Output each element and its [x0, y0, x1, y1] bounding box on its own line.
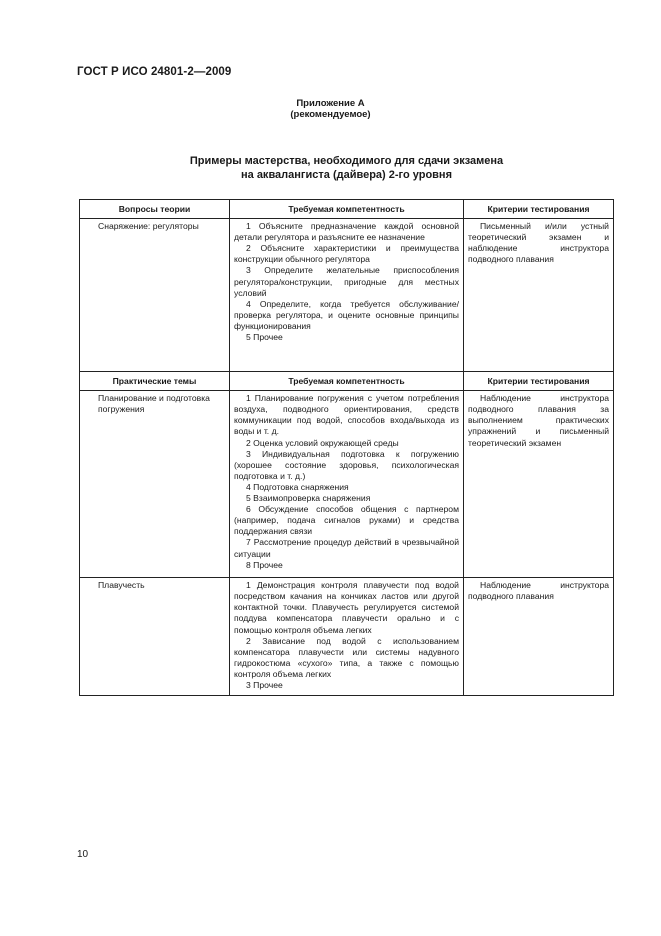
criteria-cell: [464, 391, 614, 578]
column-header: Критерии тестирования: [464, 200, 614, 219]
table-row: [80, 391, 614, 578]
competence-item: 7 Рассмотрение процедур действий в чрезвычайной ситуации: [234, 537, 459, 559]
topic-text: Планирование и подготовка погружения: [98, 393, 210, 415]
table-row: [80, 219, 614, 372]
criteria-text: Наблюдение инструктора подводного плавания за выполнением практических упражнений и письменный теоретический экзамен: [468, 393, 609, 448]
topic-text: Снаряжение: регуляторы: [98, 221, 199, 232]
competence-item: 1 Планирование погружения с учетом потребления воздуха, подводного ориентирования, средств коммуникации под водой, способов входа/выхода из воды и т. д.: [234, 393, 459, 437]
competence-item: 3 Индивидуальная подготовка к погружению (хорошее состояние здоровья, психологическая подготовка и т. д.): [234, 448, 459, 481]
competence-item: 2 Объясните характеристики и преимущества конструкции обычного регулятора: [234, 243, 459, 265]
page-number: 10: [77, 849, 89, 860]
topic-cell: [80, 578, 230, 696]
column-header: Вопросы теории: [80, 200, 230, 219]
competence-item: 2 Зависание под водой с использованием компенсатора плавучести или системы надувного гидрокостюма «сухого» типа, а также с помощью контроля объема легких: [234, 635, 459, 679]
competence-item: 5 Взаимопроверка снаряжения: [246, 493, 371, 504]
table-header-row: [80, 200, 614, 219]
competence-item: 4 Подготовка снаряжения: [246, 481, 349, 492]
topic-text: Плавучесть: [98, 580, 145, 591]
competence-item: 6 Обсуждение способов общения с партнером (например, подача сигналов руками) и средства поддержания связи: [234, 504, 459, 537]
page-title: [0, 154, 661, 182]
column-header: Практические темы: [80, 372, 230, 391]
topic-cell: [80, 219, 230, 372]
topic-cell: [80, 391, 230, 578]
column-header: Требуемая компетентность: [230, 372, 464, 391]
criteria-cell: [464, 578, 614, 696]
title-line-1: Примеры мастерства, необходимого для сдачи экзамена: [189, 155, 504, 167]
document-code: ГОСТ Р ИСО 24801-2—2009: [77, 66, 232, 78]
competence-item: 1 Демонстрация контроля плавучести под водой посредством качания на кончиках ластов или другой контактной точки. Плавучесть регулируется системой поддува компенсатора плавучести орально и с помощью контроля объема легких: [234, 580, 459, 635]
competence-item: 4 Определите, когда требуется обслуживание/проверка регулятора, и оцените основные принципы функционирования: [234, 298, 459, 331]
competence-cell: [230, 578, 464, 696]
competence-table: [79, 199, 614, 696]
competence-item: 3 Прочее: [246, 680, 283, 691]
competence-item: 2 Оценка условий окружающей среды: [246, 437, 399, 448]
competence-item: 1 Объясните предназначение каждой основной детали регулятора и разъясните ее назначение: [234, 221, 459, 243]
column-header: Критерии тестирования: [464, 372, 614, 391]
competence-cell: [230, 219, 464, 372]
competence-item: 8 Прочее: [246, 559, 283, 570]
competence-cell: [230, 391, 464, 578]
table-row: [80, 578, 614, 696]
column-header: Требуемая компетентность: [230, 200, 464, 219]
appendix-heading: [0, 98, 661, 120]
appendix-status: (рекомендуемое): [290, 109, 371, 120]
criteria-text: Наблюдение инструктора подводного плавания: [468, 580, 609, 602]
criteria-text: Письменный и/или устный теоретический экзамен и наблюдение инструктора подводного плавания: [468, 221, 609, 265]
competence-item: 3 Определите желательные приспособления регулятора/конструкции, пригодные для местных условий: [234, 265, 459, 298]
title-line-2: на аквалангиста (дайвера) 2-го уровня: [241, 169, 452, 181]
table-header-row: [80, 372, 614, 391]
appendix-label: Приложение А: [296, 98, 365, 109]
competence-item: 5 Прочее: [246, 332, 283, 343]
criteria-cell: [464, 219, 614, 372]
